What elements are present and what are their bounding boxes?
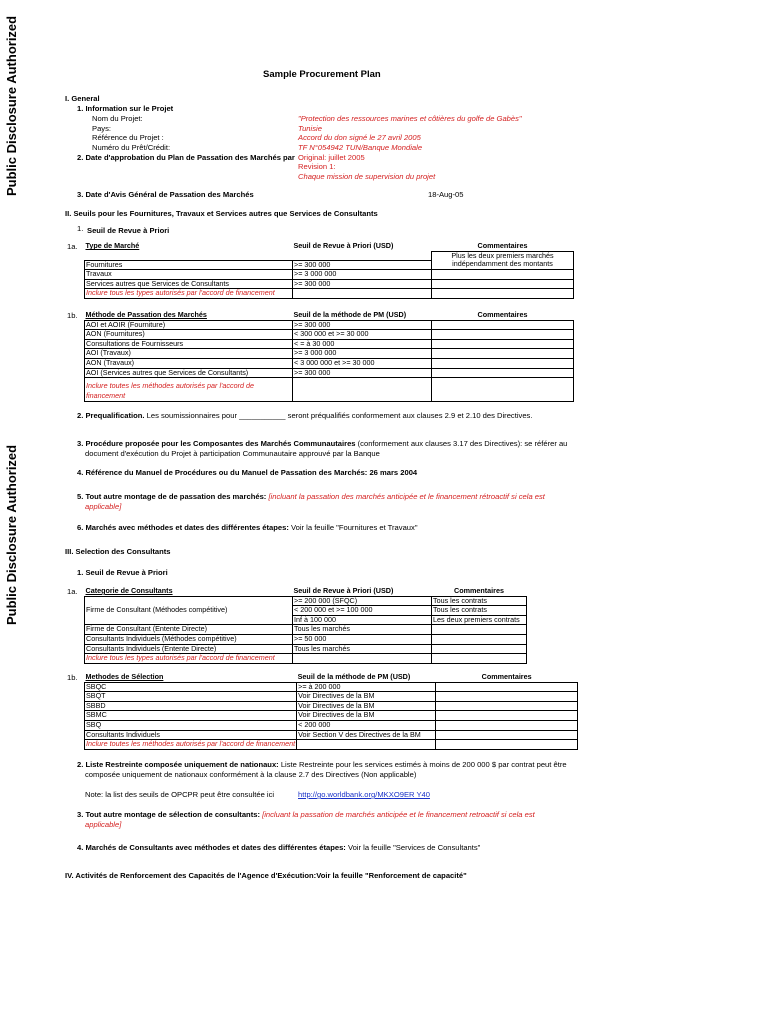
- table-cell: Firme de Consultant (Méthodes compétitive): [86, 605, 228, 615]
- table-cell: Les deux premiers contrats: [433, 614, 520, 624]
- table-cell: Firme de Consultant (Entente Directe): [86, 624, 208, 634]
- consultant-arrangement-line: [77, 810, 535, 819]
- approval-revision: Revision 1:: [298, 162, 336, 171]
- item-number: 1b.: [67, 311, 78, 320]
- consultant-arrangement-text2: applicable]: [85, 820, 122, 829]
- community-procedure-line2: document d'exécution du Projet à participation Communautaire approuvé par la Banque: [85, 449, 380, 458]
- table-cell: Tous les contrats: [433, 595, 487, 605]
- contracts-methods-label: 6. Marchés avec méthodes et dates des différentes étapes:: [77, 523, 289, 532]
- table-cell: AOI et AOIR (Fourniture): [86, 319, 166, 329]
- table-cell: >= à 200 000: [298, 681, 341, 691]
- community-procedure-text: (conformement aux clauses 3.17 des Directives): se référer au: [355, 439, 568, 448]
- field-value: TF N°054942 TUN/Banque Mondiale: [298, 143, 423, 152]
- table-cell: AOI (Travaux): [86, 348, 131, 358]
- field-value: Tunisie: [298, 124, 322, 133]
- table-header: Commentaires: [477, 310, 528, 319]
- table-cell: Inf à 100 000: [294, 614, 336, 624]
- table-cell: < 300 000 et >= 30 000: [294, 329, 369, 339]
- contracts-methods-line: [77, 523, 418, 532]
- table-header: Commentaires: [477, 241, 528, 250]
- table-cell: >= 300 000: [294, 319, 331, 329]
- general-notice-label: 3. Date d'Avis Général de Passation des Marchés: [77, 190, 254, 199]
- field-value: Accord du don signé le 27 avril 2005: [298, 133, 421, 142]
- consultant-contracts-label: 4. Marchés de Consultants avec méthodes et dates des différentes étapes:: [77, 843, 346, 852]
- shortlist-label: 2. Liste Restreinte composée uniquement de nationaux:: [77, 760, 279, 769]
- method-table-consultants: [84, 673, 578, 750]
- table-cell: >= 50 000: [294, 633, 327, 643]
- table-header: Commentaires: [481, 672, 532, 681]
- other-arrangement-label: 5. Tout autre montage de de passation des marchés:: [77, 492, 267, 501]
- shortlist-line: [77, 760, 567, 769]
- table-note: Inclure toutes les méthodes autorisés par l'accord de financement: [86, 739, 296, 749]
- other-arrangement-line: [77, 492, 545, 501]
- table-cell: SBBD: [86, 700, 106, 710]
- threshold-table-works: [84, 242, 574, 299]
- table-cell: >= 3 000 000: [294, 348, 337, 358]
- manual-reference: 4. Référence du Manuel de Procédures ou du Manuel de Passation des Marchés: 26 mars 2004: [77, 468, 418, 477]
- other-arrangement-text2: applicable]: [85, 502, 122, 511]
- contracts-methods-text: Voir la feuille "Fournitures et Travaux": [288, 523, 418, 532]
- table-cell: < 200 000 et >= 100 000: [294, 605, 373, 615]
- table-cell: Tous les marchés: [294, 624, 350, 634]
- section-consultants-heading: III. Selection des Consultants: [65, 547, 171, 556]
- item-number: 1a.: [67, 587, 78, 596]
- table-note: Inclure toutes les méthodes autorisés par l'accord de: [86, 381, 254, 391]
- table-header: Categorie de Consultants: [85, 586, 173, 595]
- project-info-heading: 1. Information sur le Projet: [77, 104, 174, 113]
- consultant-arrangement-text: [incluant la passation de marchés anticipée et le financement retroactif si cela est: [259, 810, 535, 819]
- table-cell: Travaux: [86, 269, 112, 279]
- community-procedure-label: 3. Procédure proposée pour les Composantes des Marchés Communautaires: [77, 439, 356, 448]
- approval-date-label: 2. Date d'approbation du Plan de Passation des Marchés par: [77, 153, 295, 162]
- side-label-top: Public Disclosure Authorized: [4, 15, 19, 196]
- table-cell: Voir Section V des Directives de la BM: [298, 729, 421, 739]
- general-notice-date: 18-Aug-05: [428, 190, 464, 199]
- thresholds-note: Note: la list des seuils de OPCPR peut être consultée ici: [85, 790, 275, 799]
- table-note: Inclure tous les types autorisés par l'accord de financement: [86, 288, 275, 298]
- prequalification-label: 2. Prequalification.: [77, 411, 145, 420]
- table-cell: >= 300 000: [294, 367, 331, 377]
- prequalification-line: [77, 411, 532, 420]
- other-arrangement-text: [incluant la passation des marchés anticipée et le financement rétroactif si cela est: [266, 492, 545, 501]
- side-label-bottom: Public Disclosure Authorized: [4, 444, 19, 625]
- item-number: 1b.: [67, 673, 78, 682]
- method-table-works: [84, 311, 574, 402]
- table-cell: SBQC: [86, 681, 107, 691]
- table-cell: Consultants Individuels (Méthodes compétitive): [86, 633, 237, 643]
- table-cell: < = à 30 000: [294, 338, 335, 348]
- table-header: Commentaires: [454, 586, 504, 595]
- table-cell: Consultants Individuels (Entente Directe): [86, 643, 217, 653]
- table-header: Methodes de Sélection: [85, 672, 164, 681]
- table-cell: AON (Fournitures): [86, 329, 145, 339]
- page-title: Sample Procurement Plan: [263, 69, 381, 80]
- table-header: Seuil de la méthode de PM (USD): [297, 672, 411, 681]
- table-header: Méthode de Passation des Marchés: [85, 310, 207, 319]
- table-cell: >= 300 000: [294, 278, 331, 288]
- table-note: Inclure tous les types autorisés par l'accord de financement: [86, 653, 275, 663]
- field-label: Pays:: [92, 124, 111, 133]
- approval-original: Original: juillet 2005: [298, 153, 365, 162]
- consultants-review-threshold: 1. Seuil de Revue à Priori: [77, 568, 168, 577]
- table-cell: < 3 000 000 et >= 30 000: [294, 357, 375, 367]
- section-thresholds-heading: II. Seuils pour les Fournitures, Travaux et Services autres que Services de Consultants: [65, 209, 378, 218]
- table-cell: Services autres que Services de Consultants: [86, 278, 230, 288]
- approval-note: Chaque mission de supervision du projet: [298, 172, 436, 181]
- section-general-heading: I. General: [65, 94, 100, 103]
- table-cell: Voir Directives de la BM: [298, 691, 375, 701]
- field-label: Nom du Projet:: [92, 114, 143, 123]
- table-cell: AON (Travaux): [86, 357, 135, 367]
- table-cell: >= 3 000 000: [294, 269, 337, 279]
- consultant-contracts-line: [77, 843, 480, 852]
- table-cell: SBQT: [86, 691, 106, 701]
- table-cell: Plus les deux premiers marchés: [451, 250, 554, 260]
- shortlist-text: Liste Restreinte pour les services estimés à moins de 200 000 $ par contrat peut être: [278, 760, 567, 769]
- table-cell: Fournitures: [86, 259, 123, 269]
- consultant-contracts-text: Voir la feuille "Services de Consultants": [345, 843, 481, 852]
- table-cell: < 200 000: [298, 719, 331, 729]
- table-cell: Consultations de Fournisseurs: [86, 338, 184, 348]
- table-cell: Voir Directives de la BM: [298, 710, 375, 720]
- field-label: Numéro du Prêt/Crédit:: [92, 143, 171, 152]
- table-cell: Consultants Individuels: [86, 729, 160, 739]
- table-header: Type de Marché: [85, 241, 140, 250]
- table-cell: >= 300 000: [294, 259, 331, 269]
- community-procedure-line: [77, 439, 567, 448]
- table-note: financement: [86, 391, 126, 401]
- table-cell: Voir Directives de la BM: [298, 700, 375, 710]
- shortlist-text2: composée uniquement de nationaux conformément à la clause 2.7 des Directives (Non applicable): [85, 770, 417, 779]
- table-header: Seuil de Revue à Priori (USD): [293, 586, 394, 595]
- item-number: 1.: [77, 224, 84, 233]
- threshold-table-consultants: [84, 587, 527, 664]
- item-number: 1a.: [67, 242, 78, 251]
- section-capacity-heading: IV. Activités de Renforcement des Capacités de l'Agence d'Exécution:Voir la feuille "Renforcement de capacité": [65, 871, 467, 880]
- table-header: Seuil de la méthode de PM (USD): [293, 310, 407, 319]
- table-cell: SBMC: [86, 710, 107, 720]
- table-cell: Tous les contrats: [433, 605, 487, 615]
- table-header: Seuil de Revue à Priori (USD): [293, 241, 394, 250]
- field-value: "Protection des ressources marines et côtières du golfe de Gabès": [298, 114, 522, 123]
- table-cell: Tous les marchés: [294, 643, 350, 653]
- consultant-arrangement-label: 3. Tout autre montage de sélection de consultants:: [77, 810, 260, 819]
- table-cell: AOI (Services autres que Services de Consultants): [86, 367, 249, 377]
- table-cell: SBQ: [86, 719, 102, 729]
- table-cell: >= 200 000 (SFQC): [294, 595, 358, 605]
- prequalification-text: Les soumissionnaires pour ___________ seront préqualifiés conformement aux clauses 2.9 et 2.10 des Directives.: [144, 411, 533, 420]
- table-cell: indépendamment des montants: [452, 259, 553, 269]
- field-label: Référence du Projet :: [92, 133, 164, 142]
- thresholds-link[interactable]: http://go.worldbank.org/MKXO9ER Y40: [298, 790, 430, 799]
- review-threshold-label: Seuil de Revue à Priori: [87, 226, 170, 235]
